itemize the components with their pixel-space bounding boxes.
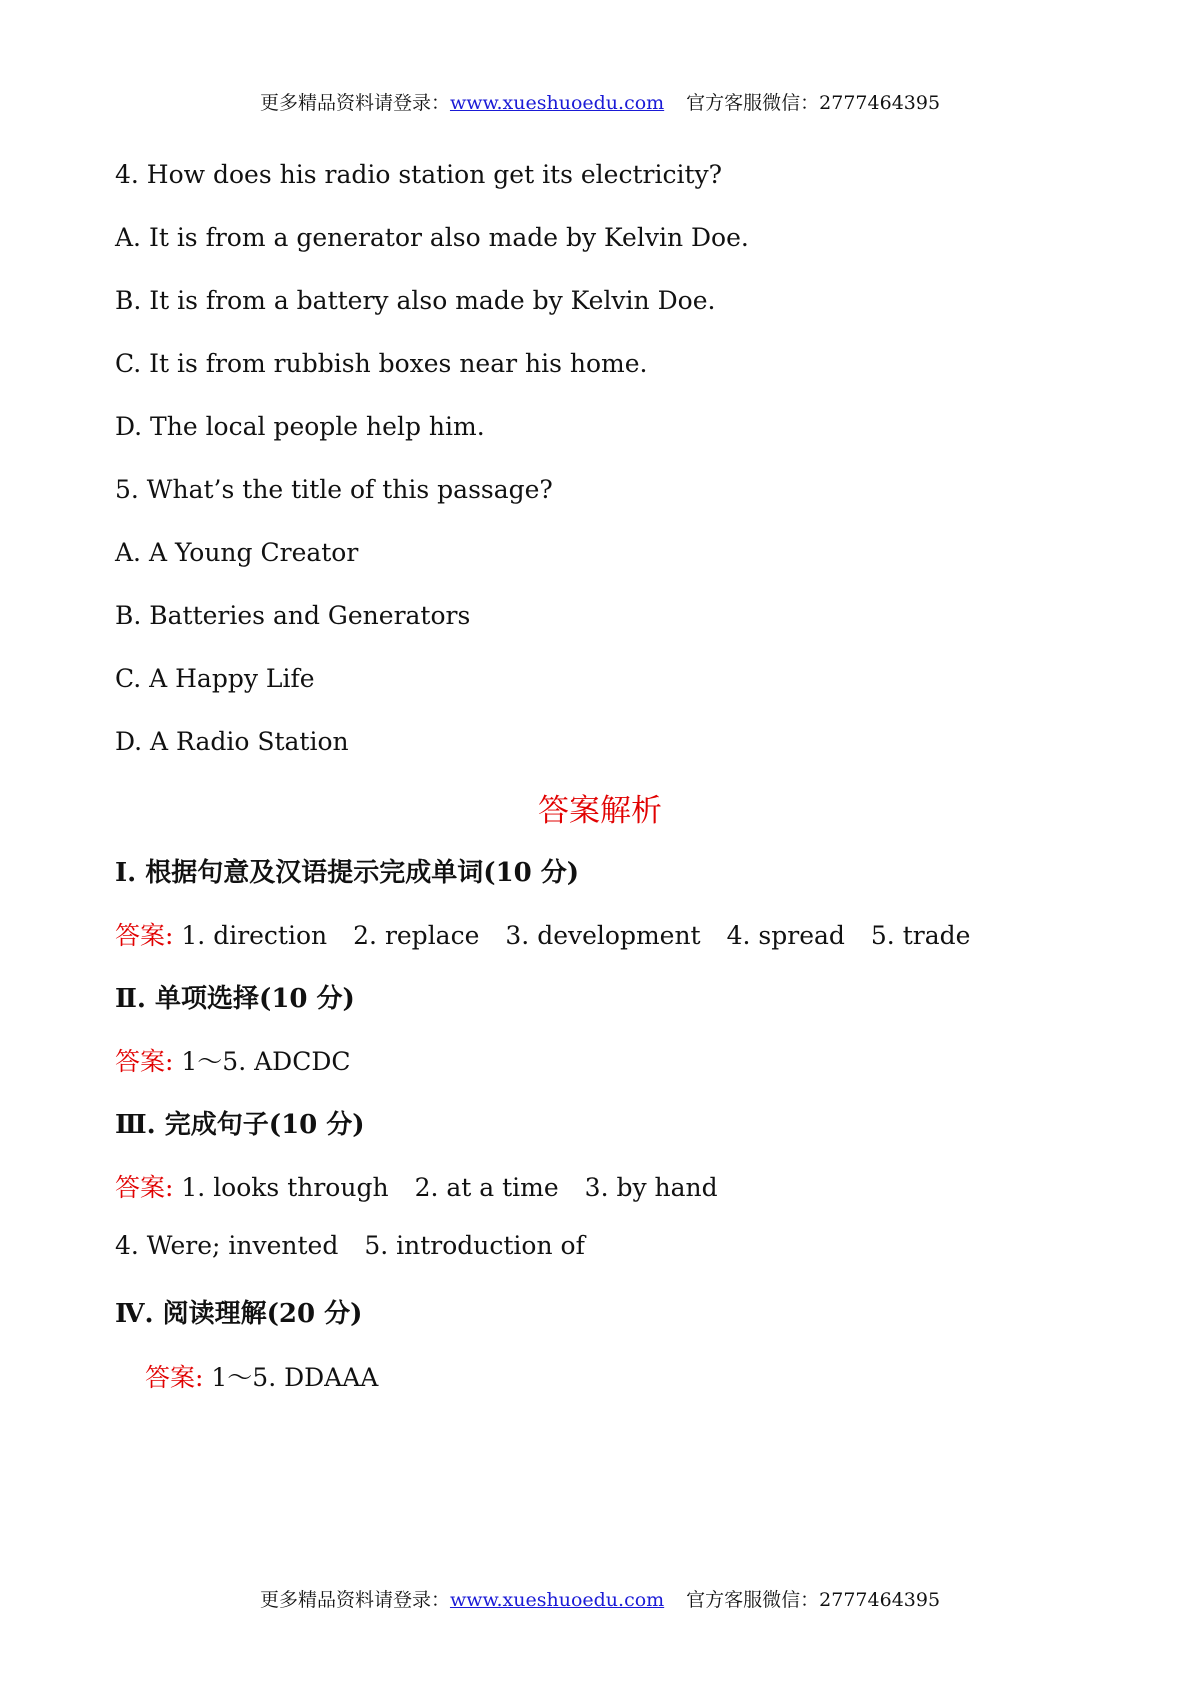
q5-option-d: D. A Radio Station (115, 727, 349, 756)
answer-label: 答案: (115, 1173, 174, 1202)
answer-item: 5. introduction of (364, 1231, 585, 1260)
section-4-answer (145, 1358, 378, 1394)
q4-option-b: B. It is from a battery also made by Kelvin Doe. (115, 286, 716, 315)
q4-option-a: A. It is from a generator also made by Kelvin Doe. (115, 223, 749, 252)
section-2-answer (115, 1042, 351, 1078)
answer-label: 答案: (115, 921, 174, 950)
q4-option-c: C. It is from rubbish boxes near his home. (115, 349, 648, 378)
answer-item: 4. Were; invented (115, 1231, 339, 1260)
section-3-heading: Ⅲ. 完成句子(10 分) (115, 1110, 365, 1140)
answer-item: 1. looks through (181, 1173, 389, 1202)
section-4-heading: Ⅳ. 阅读理解(20 分) (115, 1299, 363, 1329)
answer-item: 1～5. ADCDC (181, 1047, 351, 1076)
answer-item: 3. by hand (584, 1173, 718, 1202)
q5-option-a: A. A Young Creator (115, 538, 359, 567)
section-1-heading: Ⅰ. 根据句意及汉语提示完成单词(10 分) (115, 858, 580, 888)
page-footer (0, 1585, 1200, 1612)
answer-item: 2. replace (353, 921, 480, 950)
answer-label: 答案: (145, 1363, 204, 1392)
answer-item: 1. direction (181, 921, 328, 950)
header-service: 官方客服微信：2777464395 (686, 92, 941, 114)
footer-prefix: 更多精品资料请登录： (259, 1589, 450, 1611)
answer-item: 3. development (505, 921, 701, 950)
answer-item: 1～5. DDAAA (211, 1363, 379, 1392)
footer-link[interactable]: www.xueshuoedu.com (449, 1589, 665, 1611)
section-2-heading: Ⅱ. 单项选择(10 分) (115, 984, 355, 1014)
page-header (0, 88, 1200, 115)
header-prefix: 更多精品资料请登录： (259, 92, 450, 114)
answer-item: 4. spread (726, 921, 845, 950)
footer-service: 官方客服微信：2777464395 (686, 1589, 941, 1611)
question-4: 4. How does his radio station get its electricity? (115, 160, 723, 189)
section-1-answer (115, 916, 970, 952)
q5-option-b: B. Batteries and Generators (115, 601, 471, 630)
q5-option-c: C. A Happy Life (115, 664, 315, 693)
question-5: 5. What’s the title of this passage? (115, 475, 553, 504)
section-3-answer-cont (115, 1231, 585, 1260)
header-link[interactable]: www.xueshuoedu.com (449, 92, 665, 114)
answer-label: 答案: (115, 1047, 174, 1076)
answer-item: 5. trade (870, 921, 971, 950)
section-3-answer (115, 1168, 718, 1204)
answer-item: 2. at a time (414, 1173, 559, 1202)
q4-option-d: D. The local people help him. (115, 412, 485, 441)
answer-title: 答案解析 (538, 793, 662, 829)
